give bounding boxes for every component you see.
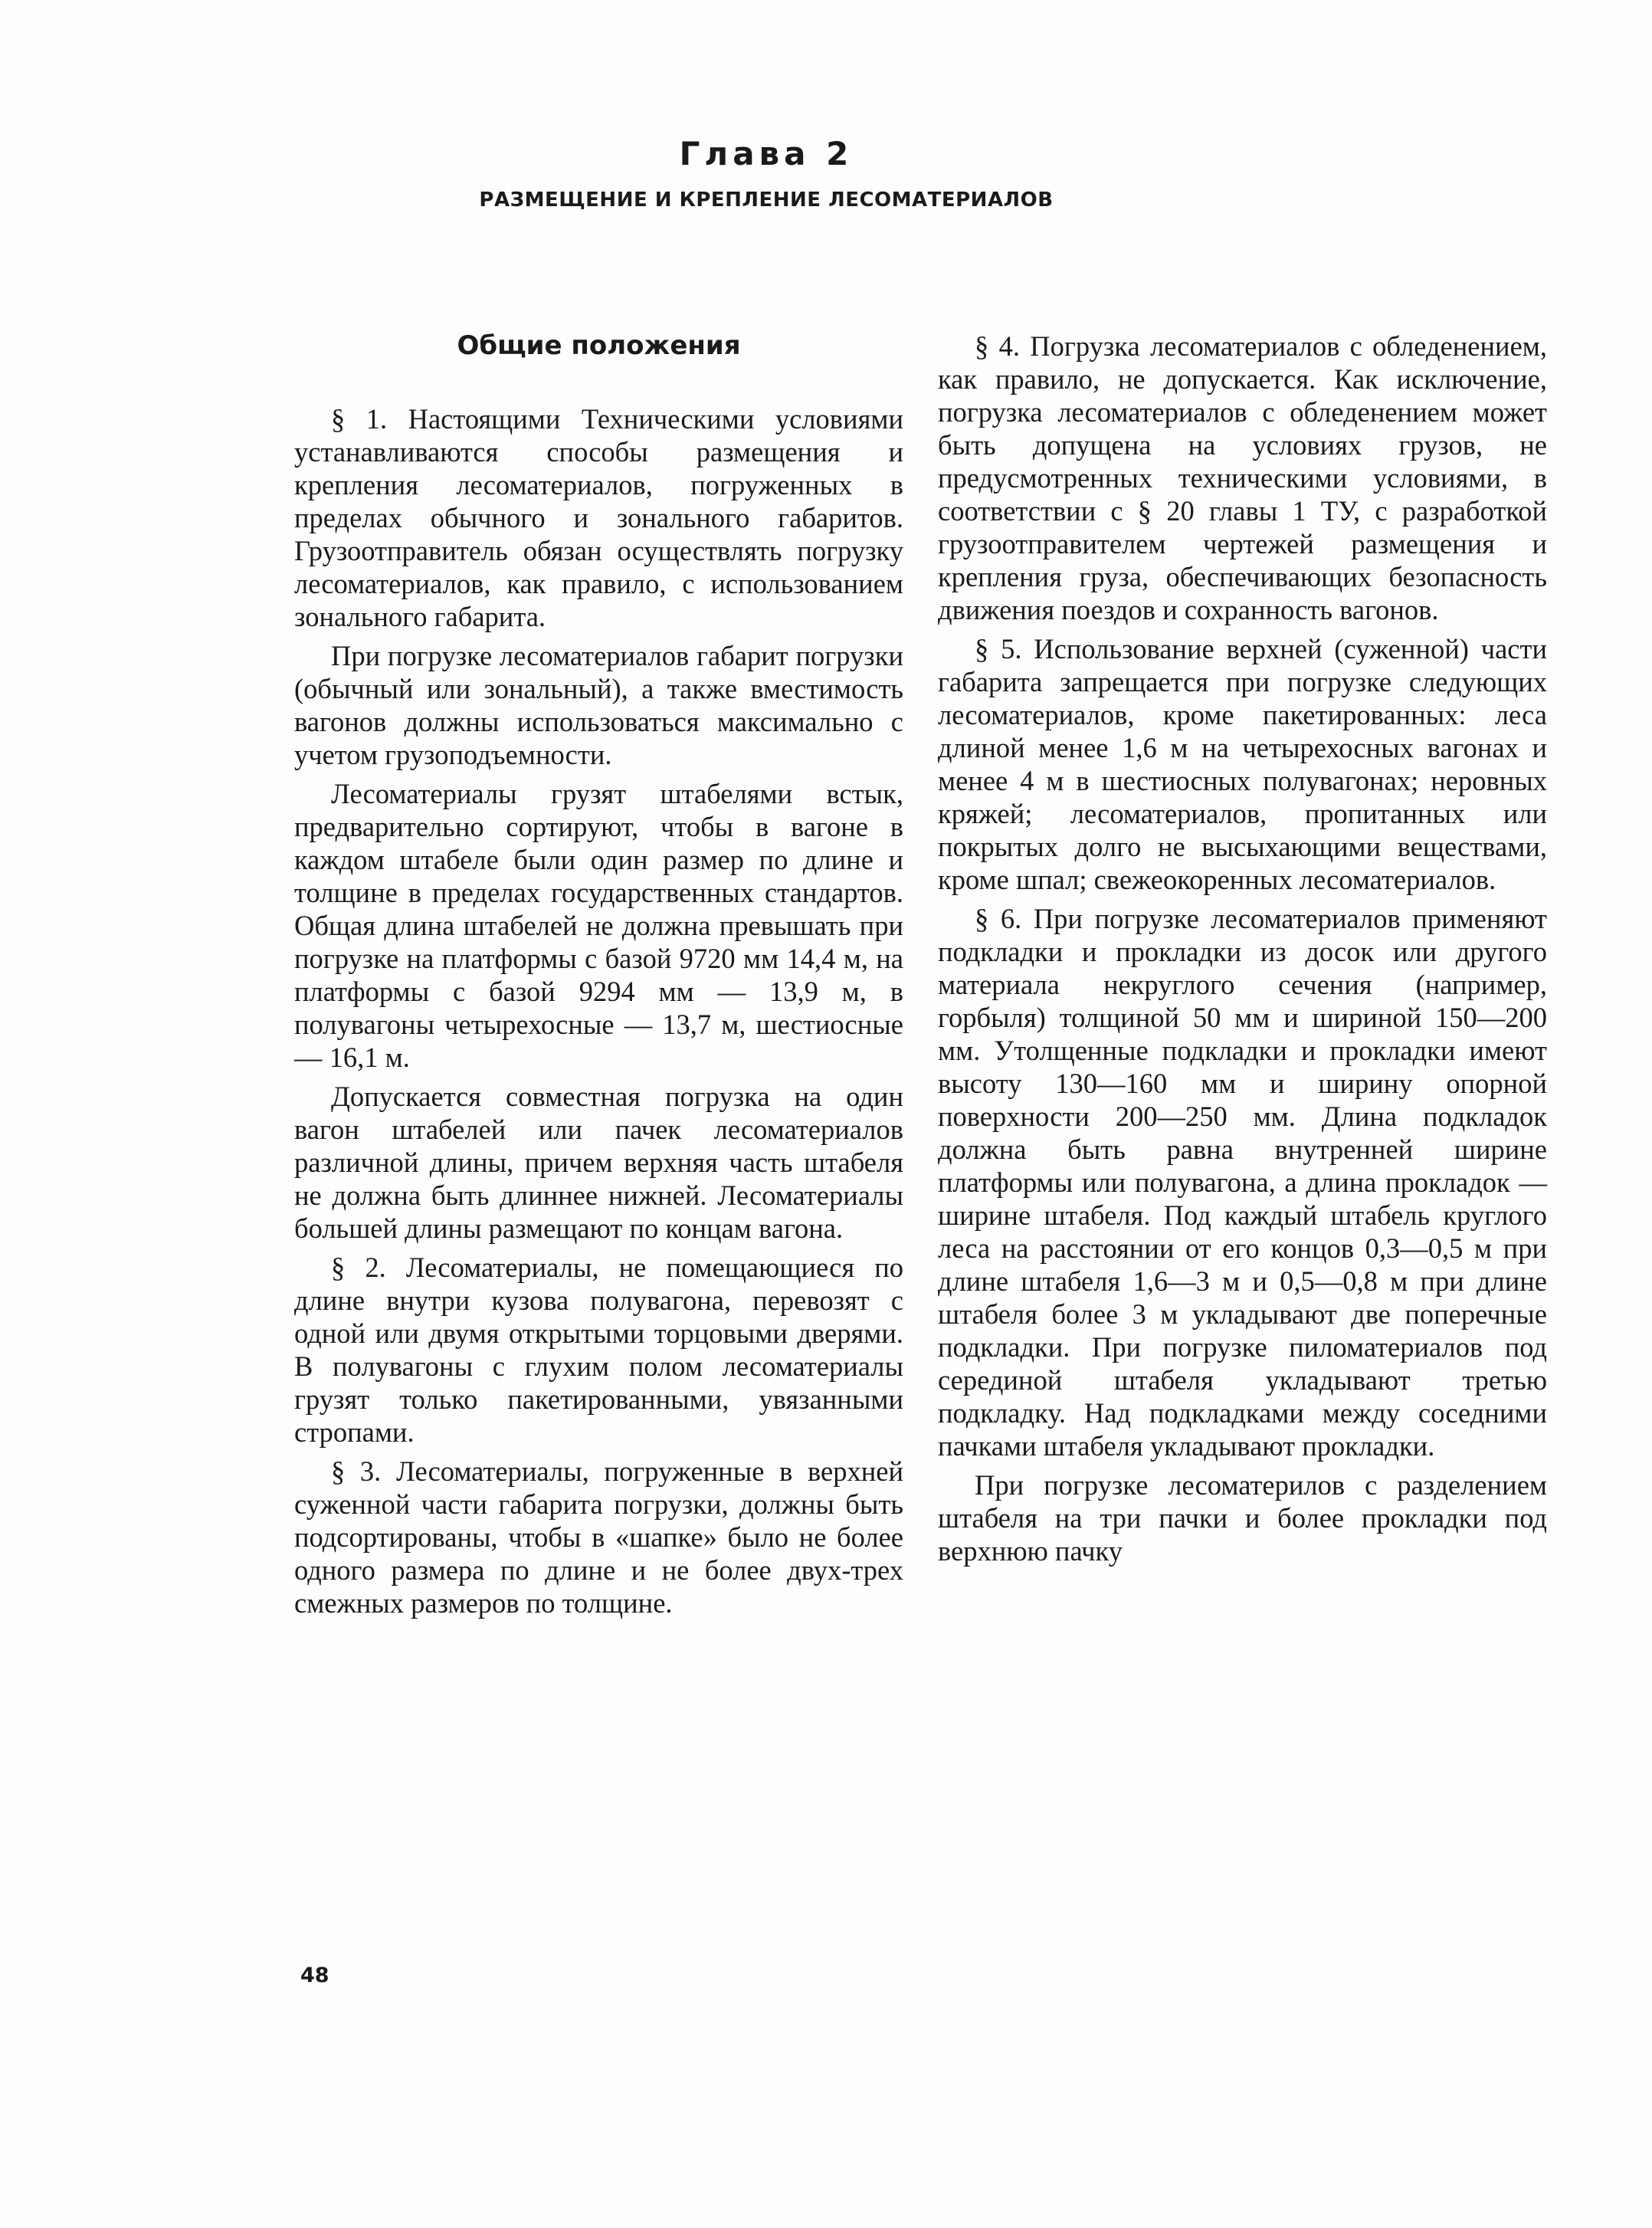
paragraph: § 5. Использование верхней (суженной) части габарита запрещается при погрузке следующих лесоматериалов, кроме пакетированных: леса длиной менее 1,6 м на четырехосных вагонах и менее 4 м в шестиосных полувагонах; неровных кряжей; лесоматериалов, пропитанных или покрытых долго не высыхающими веществами, кроме шпал; свежеокоренных лесоматериалов. xyxy=(938,633,1547,895)
page-number: 48 xyxy=(300,1964,329,1987)
left-column xyxy=(294,330,903,1626)
paragraph: Лесоматериалы грузят штабелями встык, предварительно сортируют, чтобы в вагоне в каждом штабеле были один размер по длине и толщине в пределах государственных стандартов. Общая длина штабелей не должна превышать при погрузке на платформы с базой 9720 мм 14,4 м, на платформы с базой 9294 мм — 13,9 м, в полувагоны четырехосные — 13,7 м, шестиосные — 16,1 м. xyxy=(294,778,903,1073)
paragraph: При погрузке лесоматериалов габарит погрузки (обычный или зональный), а также вместимость вагонов должны использоваться максимально с учетом грузоподъемности. xyxy=(294,640,903,770)
paragraph: § 2. Лесоматериалы, не помещающиеся по длине внутри кузова полувагона, перевозят с одной или двумя открытыми торцовыми дверями. В полувагоны с глухим полом лесоматериалы грузят только пакетированными, увязанными стропами. xyxy=(294,1252,903,1448)
paragraph: При погрузке лесоматерилов с разделением штабеля на три пачки и более прокладки под верхнюю пачку xyxy=(938,1469,1547,1567)
right-column xyxy=(938,330,1547,1573)
paragraph: § 6. При погрузке лесоматериалов применяют подкладки и прокладки из досок или другого материала некруглого сечения (например, горбыля) толщиной 50 мм и шириной 150—200 мм. Утолщенные подкладки и прокладки имеют высоту 130—160 мм и ширину опорной поверхности 200—250 мм. Длина подкладок должна быть равна внутренней ширине платформы или полувагона, а длина прокладок — ширине штабеля. Под каждый штабель круглого леса на расстоянии от его концов 0,3—0,5 м при длине штабеля 1,6—3 м и 0,5—0,8 м при длине штабеля более 3 м укладывают две поперечные подкладки. При погрузке пиломатериалов под серединой штабеля укладывают третью подкладку. Над подкладками между соседними пачками штабеля укладывают прокладки. xyxy=(938,903,1547,1462)
section-title: Общие положения xyxy=(457,330,741,361)
chapter-subtitle: РАЗМЕЩЕНИЕ И КРЕПЛЕНИЕ ЛЕСОМАТЕРИАЛОВ xyxy=(479,189,1054,212)
chapter-title: Глава 2 xyxy=(679,135,854,172)
paragraph: § 3. Лесоматериалы, погруженные в верхней суженной части габарита погрузки, должны быть подсортированы, чтобы в «шапке» было не более одного размера по длине и не более двух-трех смежных размеров по толщине. xyxy=(294,1455,903,1619)
paragraph: § 4. Погрузка лесоматериалов с обледенением, как правило, не допускается. Как исключение, погрузка лесоматериалов с обледенением может быть допущена на условиях грузов, не предусмотренных техническими условиями, в соответствии с § 20 главы 1 ТУ, с разработкой грузоотправителем чертежей размещения и крепления груза, обеспечивающих безопасность движения поездов и сохранность вагонов. xyxy=(938,330,1547,625)
paragraph: § 1. Настоящими Техническими условиями устанавливаются способы размещения и крепления лесоматериалов, погруженных в пределах обычного и зонального габаритов. Грузоотправитель обязан осуществлять погрузку лесоматериалов, как правило, с использованием зонального габарита. xyxy=(294,403,903,632)
paragraph: Допускается совместная погрузка на один вагон штабелей или пачек лесоматериалов различной длины, причем верхняя часть штабеля не должна быть длиннее нижней. Лесоматериалы большей длины размещают по концам вагона. xyxy=(294,1081,903,1244)
